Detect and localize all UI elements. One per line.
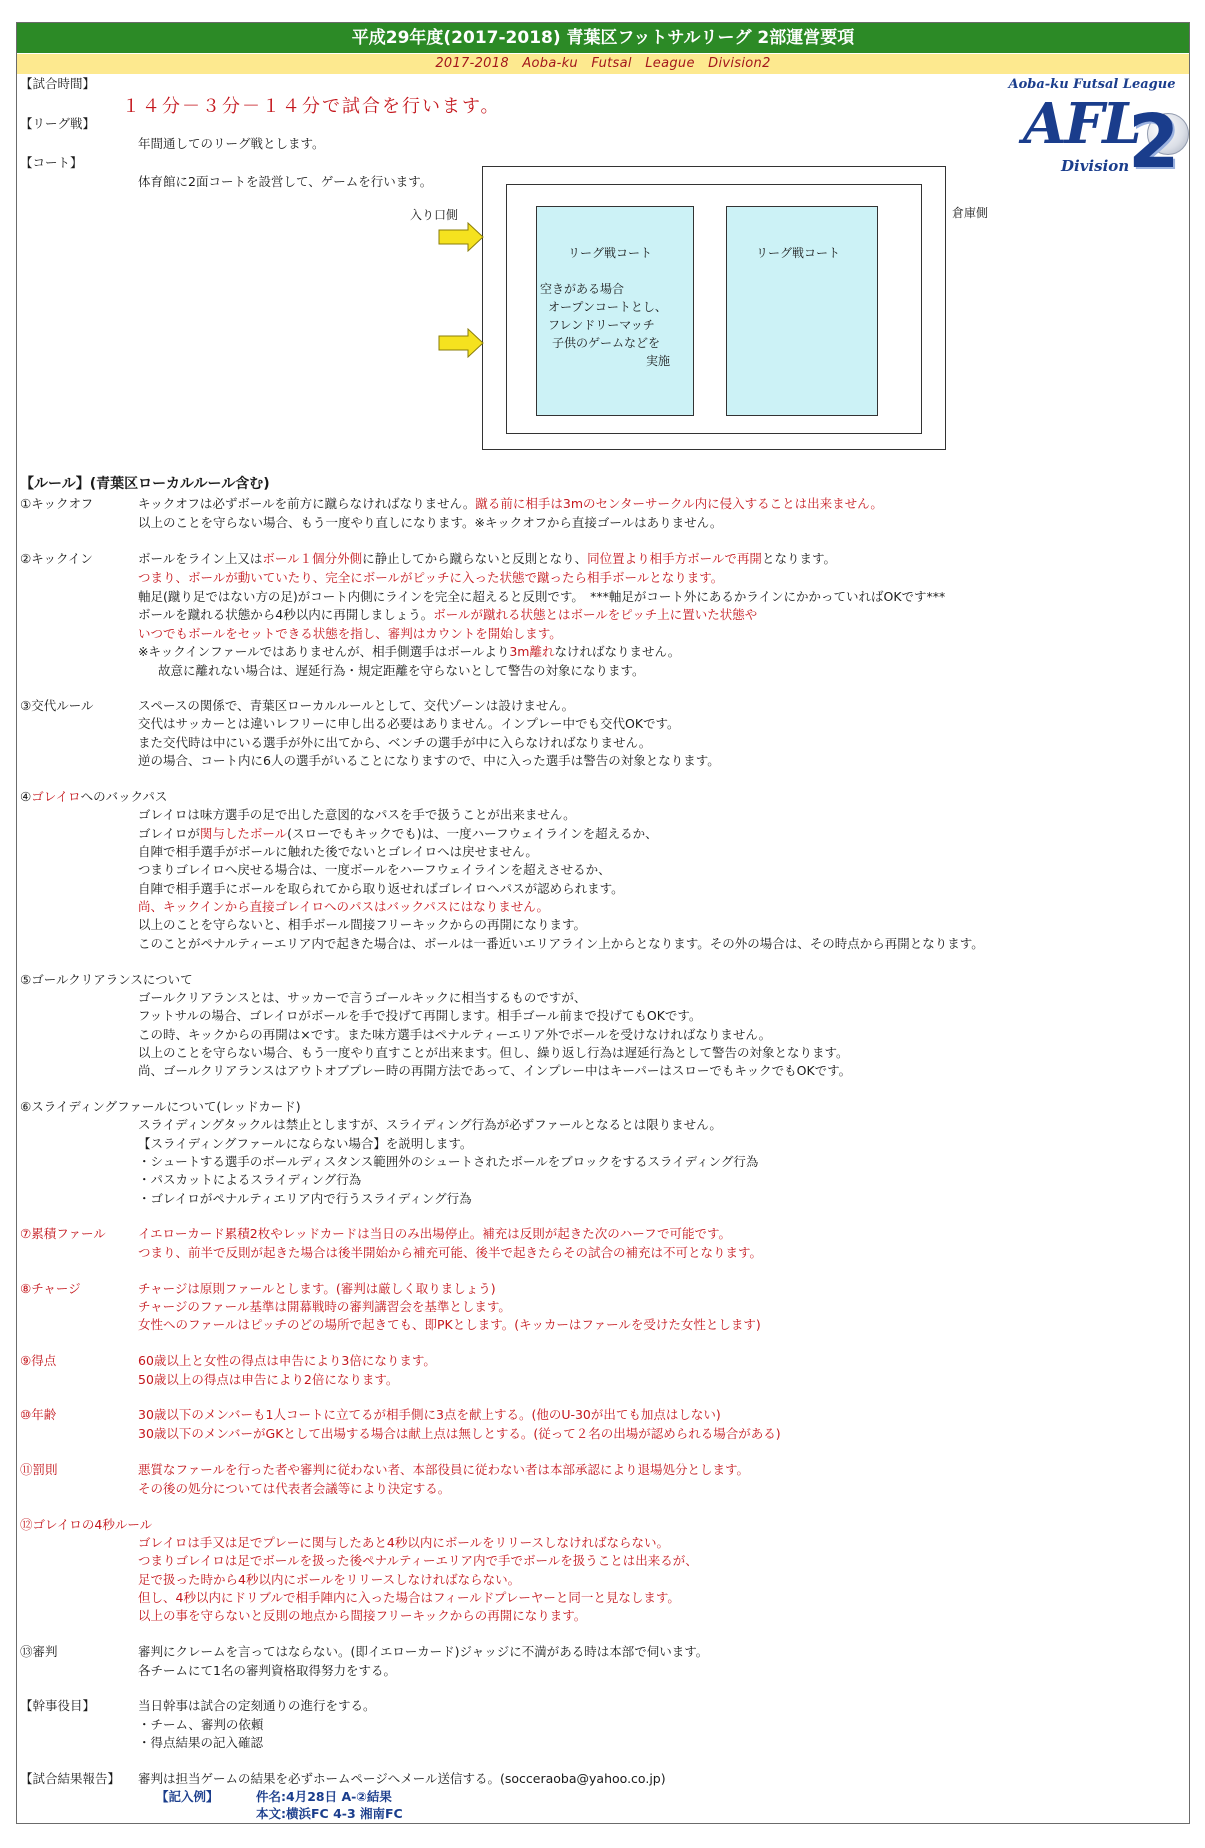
afl-logo bbox=[995, 73, 1189, 191]
entrance-arrow-icon bbox=[438, 222, 484, 252]
four-sec-line-4: 但し、4秒以内にドリブルで相手陣内に入った場合はフィールドプレーヤーと同一と見なします。 bbox=[138, 1590, 680, 1605]
right-court bbox=[726, 206, 878, 416]
left-court-label: リーグ戦コート bbox=[568, 246, 653, 260]
kickoff-line-1: キックオフは必ずボールを前方に蹴らなければなりません。蹴る前に相手は3mのセンターサークル内に侵入することは出来ません。 bbox=[138, 496, 883, 511]
open-court-note-3: フレンドリーマッチ bbox=[548, 318, 655, 332]
referee-line-1: 審判にクレームを言ってはならない。(即イエローカード)ジャッジに不満がある時は本部で伺います。 bbox=[138, 1644, 709, 1659]
kickin-line-6: ※キックインファールではありませんが、相手側選手はボールより3m離れなければなりません。 bbox=[138, 644, 681, 659]
court-text: 体育館に2面コートを設営して、ゲームを行います。 bbox=[138, 174, 433, 189]
officers-line-3: ・得点結果の記入確認 bbox=[138, 1735, 264, 1750]
kickin-line-4: ボールを蹴れる状態から4秒以内に再開しましょう。ボールが蹴れる状態とはボールをピッチ上に置いた状態や bbox=[138, 607, 758, 622]
report-line-1: 審判は担当ゲームの結果を必ずホームページへメール送信する。(socceraoba@yahoo.co.jp) bbox=[138, 1771, 666, 1786]
page-subtitle: 2017-2018 Aoba-ku Futsal League Division2 bbox=[17, 54, 1189, 74]
four-sec-line-5: 以上の事を守らないと反則の地点から間接フリーキックからの再開になります。 bbox=[138, 1608, 587, 1623]
kickin-line-1: ボールをライン上又はボール１個分外側に静止してから蹴らないと反則となり、同位置より相手方ボールで再開となります。 bbox=[138, 551, 836, 566]
scoring-line-2: 50歳以上の得点は申告により2倍になります。 bbox=[138, 1372, 399, 1387]
sliding-label: ⑥スライディングファールについて(レッドカード) bbox=[20, 1099, 301, 1114]
storage-label: 倉庫側 bbox=[952, 206, 989, 220]
goal-clearance-line-3: この時、キックからの再開は×です。また味方選手はペナルティーエリア外でボールを受けなければなりません。 bbox=[138, 1027, 772, 1042]
kickin-line-7: 故意に離れない場合は、遅延行為・規定距離を守らないとして警告の対象になります。 bbox=[158, 663, 645, 678]
substitution-line-2: 交代はサッカーとは違いレフリーに申し出る必要はありません。インプレー中でも交代OKです。 bbox=[138, 716, 680, 731]
charge-line-1: チャージは原則ファールとします。(審判は厳しく取りましょう) bbox=[138, 1281, 496, 1296]
accumulation-line-1: イエローカード累積2枚やレッドカードは当日のみ出場停止。補充は反則が起きた次のハーフで可能です。 bbox=[138, 1226, 731, 1241]
logo-division-number: 2 bbox=[1128, 99, 1180, 185]
right-court-label: リーグ戦コート bbox=[756, 246, 841, 260]
goal-clearance-line-5: 尚、ゴールクリアランスはアウトオブプレー時の再開方法であって、インプレー中はキーパーはスローでもキックでもOKです。 bbox=[138, 1063, 852, 1078]
goal-clearance-line-1: ゴールクリアランスとは、サッカーで言うゴールキックに相当するものですが、 bbox=[138, 990, 587, 1005]
sliding-line-5: ・ゴレイロがペナルティエリア内で行うスライディング行為 bbox=[138, 1191, 472, 1206]
sliding-line-4: ・パスカットによるスライディング行為 bbox=[138, 1172, 362, 1187]
league-label: 【リーグ戦】 bbox=[20, 116, 96, 131]
open-court-note-4: 子供のゲームなどを bbox=[552, 336, 661, 350]
report-example-label: 【記入例】 bbox=[156, 1789, 219, 1804]
goal-clearance-label: ⑤ゴールクリアランスについて bbox=[20, 972, 193, 987]
charge-line-2: チャージのファール基準は開幕戦時の審判講習会を基準とします。 bbox=[138, 1299, 511, 1314]
backpass-line-3: 自陣で相手選手がボールに触れた後でないとゴレイロへは戻せません。 bbox=[138, 844, 538, 859]
kickin-line-2: つまり、ボールが動いていたり、完全にボールがピッチに入った状態で蹴ったら相手ボールとなります。 bbox=[138, 570, 724, 585]
backpass-line-2: ゴレイロが関与したボール(スローでもキックでも)は、一度ハーフウェイラインを超えるか、 bbox=[138, 826, 658, 841]
kickoff-line-2: 以上のことを守らない場合、もう一度やり直しになります。※キックオフから直接ゴールはありません。 bbox=[138, 515, 723, 530]
penalty-label: ⑪罰則 bbox=[20, 1462, 58, 1477]
referee-line-2: 各チームにて1名の審判資格取得努力をする。 bbox=[138, 1663, 396, 1678]
backpass-line-8: このことがペナルティーエリア内で起きた場合は、ボールは一番近いエリアライン上からとなります。その外の場合は、その時点から再開となります。 bbox=[138, 936, 984, 951]
logo-afl-text: AFL bbox=[1023, 91, 1140, 157]
penalty-line-2: その後の処分については代表者会議等により決定する。 bbox=[138, 1481, 451, 1496]
backpass-line-6: 尚、キックインから直接ゴレイロへのパスはバックパスにはなりません。 bbox=[138, 899, 550, 914]
backpass-line-7: 以上のことを守らないと、相手ボール間接フリーキックからの再開になります。 bbox=[138, 917, 587, 932]
open-court-note-1: 空きがある場合 bbox=[540, 282, 625, 296]
logo-league-text: Aoba-ku Futsal League bbox=[1008, 77, 1176, 92]
accumulation-line-2: つまり、前半で反則が起きた場合は後半開始から補充可能、後半で起きたらその試合の補充は不可となります。 bbox=[138, 1245, 763, 1260]
report-example-body: 本文:横浜FC 4-3 湘南FC bbox=[256, 1806, 403, 1821]
match-time-label: 【試合時間】 bbox=[20, 76, 96, 91]
rules-heading: 【ルール】(青葉区ローカルルール含む) bbox=[20, 476, 270, 492]
open-court-note-2: オープンコートとし、 bbox=[548, 300, 667, 314]
entrance-arrow-icon bbox=[438, 328, 484, 358]
backpass-line-1: ゴレイロは味方選手の足で出した意図的なパスを手で扱うことが出来ません。 bbox=[138, 807, 576, 822]
sliding-line-3: ・シュートする選手のボールディスタンス範囲外のシュートされたボールをブロックをするスライディング行為 bbox=[138, 1154, 759, 1169]
kickoff-label: ①キックオフ bbox=[20, 496, 94, 511]
substitution-label: ③交代ルール bbox=[20, 698, 94, 713]
four-sec-line-2: つまりゴレイロは足でボールを扱った後ペナルティーエリア内で手でボールを扱うことは出来るが、 bbox=[138, 1553, 698, 1568]
substitution-line-4: 逆の場合、コート内に6人の選手がいることになりますので、中に入った選手は警告の対象となります。 bbox=[138, 753, 720, 768]
sliding-line-2: 【スライディングファールにならない場合】を説明します。 bbox=[138, 1136, 473, 1151]
league-text: 年間通してのリーグ戦とします。 bbox=[138, 136, 325, 151]
substitution-line-1: スペースの関係で、青葉区ローカルルールとして、交代ゾーンは設けません。 bbox=[138, 698, 575, 713]
accumulation-label: ⑦累積ファール bbox=[20, 1226, 106, 1241]
court-label: 【コート】 bbox=[20, 155, 83, 170]
open-court-note-5: 実施 bbox=[646, 354, 671, 368]
entrance-label: 入り口側 bbox=[410, 208, 459, 222]
page-title: 平成29年度(2017-2018) 青葉区フットサルリーグ 2部運営要項 bbox=[17, 23, 1189, 53]
backpass-label: ④ゴレイロへのバックパス bbox=[20, 789, 168, 804]
charge-label: ⑧チャージ bbox=[20, 1281, 81, 1296]
backpass-line-5: 自陣で相手選手にボールを取られてから取り返せればゴレイロへパスが認められます。 bbox=[138, 881, 624, 896]
officers-line-1: 当日幹事は試合の定刻通りの進行をする。 bbox=[138, 1698, 376, 1713]
referee-label: ⑬審判 bbox=[20, 1644, 58, 1659]
logo-division-text: Division bbox=[1061, 157, 1130, 175]
penalty-line-1: 悪質なファールを行った者や審判に従わない者、本部役員に従わない者は本部承認により退場処分とします。 bbox=[138, 1462, 750, 1477]
kickin-line-3: 軸足(蹴り足ではない方の足)がコート内側にラインを完全に超えると反則です。 ***軸足がコート外にあるかラインにかかっていればOKです*** bbox=[138, 589, 946, 604]
four-sec-line-1: ゴレイロは手又は足でプレーに関与したあと4秒以内にボールをリリースしなければならない。 bbox=[138, 1535, 669, 1550]
age-line-2: 30歳以下のメンバーがGKとして出場する場合は献上点は無しとする。(従って２名の出場が認められる場合がある) bbox=[138, 1426, 781, 1441]
substitution-line-3: また交代時は中にいる選手が外に出てから、ベンチの選手が中に入らなければなりません。 bbox=[138, 735, 652, 750]
officers-line-2: ・チーム、審判の依頼 bbox=[138, 1717, 264, 1732]
age-label: ⑩年齢 bbox=[20, 1407, 57, 1422]
kickin-line-5: いつでもボールをセットできる状態を指し、審判はカウントを開始します。 bbox=[138, 626, 562, 641]
match-time-text: １４分－３分－１４分で試合を行います。 bbox=[122, 96, 501, 117]
four-sec-label: ⑫ゴレイロの4秒ルール bbox=[20, 1517, 153, 1532]
charge-line-3: 女性へのファールはピッチのどの場所で起きても、即PKとします。(キッカーはファールを受けた女性とします) bbox=[138, 1317, 761, 1332]
officers-label: 【幹事役目】 bbox=[20, 1698, 96, 1713]
backpass-line-4: つまりゴレイロへ戻せる場合は、一度ボールをハーフウェイラインを超えさせるか、 bbox=[138, 862, 611, 877]
goal-clearance-line-4: 以上のことを守らない場合、もう一度やり直すことが出来ます。但し、繰り返し行為は遅延行為として警告の対象となります。 bbox=[138, 1045, 849, 1060]
scoring-label: ⑨得点 bbox=[20, 1353, 57, 1368]
goal-clearance-line-2: フットサルの場合、ゴレイロがボールを手で投げて再開します。相手ゴール前まで投げてもOKです。 bbox=[138, 1008, 702, 1023]
sliding-line-1: スライディングタックルは禁止としますが、スライディング行為が必ずファールとなるとは限りません。 bbox=[138, 1117, 722, 1132]
report-label: 【試合結果報告】 bbox=[20, 1771, 121, 1786]
kickin-label: ②キックイン bbox=[20, 551, 93, 566]
four-sec-line-3: 足で扱った時から4秒以内にボールをリリースしなければならない。 bbox=[138, 1572, 521, 1587]
age-line-1: 30歳以下のメンバーも1人コートに立てるが相手側に3点を献上する。(他のU-30が出ても加点はしない) bbox=[138, 1407, 721, 1422]
scoring-line-1: 60歳以上と女性の得点は申告により3倍になります。 bbox=[138, 1353, 436, 1368]
report-example-subject: 件名:4月28日 A-②結果 bbox=[256, 1789, 392, 1804]
